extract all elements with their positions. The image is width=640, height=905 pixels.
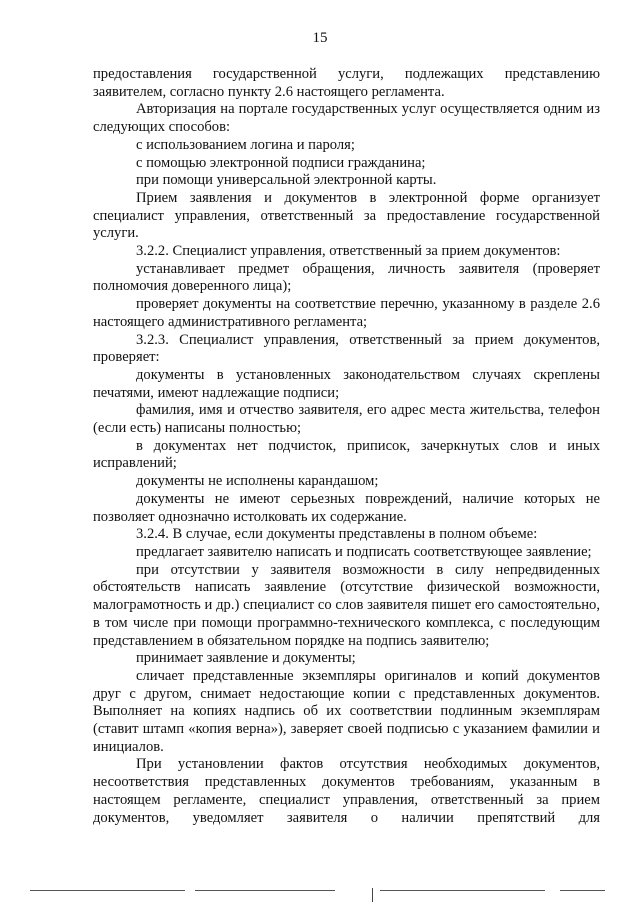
list-item: устанавливает предмет обращения, личность заявителя (проверяет полномочия доверенного лица); xyxy=(93,260,600,295)
list-item: в документах нет подчисток, приписок, зачеркнутых слов и иных исправлений; xyxy=(93,437,600,472)
section-heading: 3.2.2. Специалист управления, ответственный за прием документов: xyxy=(136,243,561,260)
list-item: при отсутствии у заявителя возможности в силу непредвиденных обстоятельств написать заявление (отсутствие физической возможности, малограмотность и др.) специалист со слов заявителя пишет его самостоятельно, в том числе при помощи программно-технического комплекса, с последующим представлением в обязательном порядке на подпись заявителю; xyxy=(93,561,600,649)
document-body xyxy=(93,66,600,827)
list-item: с помощью электронной подписи гражданина; xyxy=(136,154,426,171)
list-item: фамилия, имя и отчество заявителя, его адрес места жительства, телефон (если есть) написаны полностью; xyxy=(93,402,600,437)
scan-artifact-tick xyxy=(372,888,373,902)
list-item: сличает представленные экземпляры оригиналов и копий документов друг с другом, снимает недостающие копии с представленных документов. Выполняет на копиях надпись об их соответствии подлинным экземплярам (ставит штамп «копия верна»), заверяет своей подписью с указанием фамилии и инициалов. xyxy=(93,667,600,755)
paragraph: предоставления государственной услуги, подлежащих представлению заявителем, согласно пункту 2.6 настоящего регламента. xyxy=(93,66,600,100)
section-heading: 3.2.3. Специалист управления, ответственный за прием документов, проверяет: xyxy=(93,331,600,366)
list-item: с использованием логина и пароля; xyxy=(136,136,355,153)
paragraph: Прием заявления и документов в электронной форме организует специалист управления, ответственный за предоставление государственной услуги. xyxy=(93,189,600,242)
paragraph: При установлении фактов отсутствия необходимых документов, несоответствия представленных документов требованиям, указанным в настоящем регламенте, специалист управления, ответственный за прием документов, уведомляет заявителя о наличии препятствий для xyxy=(93,756,600,826)
list-item: принимает заявление и документы; xyxy=(136,650,356,667)
scan-artifact-line xyxy=(195,890,335,891)
page-number: 15 xyxy=(312,30,328,46)
paragraph: Авторизация на портале государственных услуг осуществляется одним из следующих способов: xyxy=(93,101,600,136)
list-item: предлагает заявителю написать и подписать соответствующее заявление; xyxy=(136,543,592,560)
scan-artifact-line xyxy=(380,890,545,891)
section-heading: 3.2.4. В случае, если документы представлены в полном объеме: xyxy=(136,526,538,543)
list-item: документы в установленных законодательством случаях скреплены печатями, имеют надлежащие подписи; xyxy=(93,366,600,401)
list-item: документы не исполнены карандашом; xyxy=(136,473,379,490)
list-item: при помощи универсальной электронной карты. xyxy=(136,172,437,189)
list-item: проверяет документы на соответствие перечню, указанному в разделе 2.6 настоящего административного регламента; xyxy=(93,296,600,330)
scan-artifact-line xyxy=(560,890,605,891)
list-item: документы не имеют серьезных повреждений, наличие которых не позволяет однозначно истолковать их содержание. xyxy=(93,490,600,525)
scan-artifact-line xyxy=(30,890,185,891)
